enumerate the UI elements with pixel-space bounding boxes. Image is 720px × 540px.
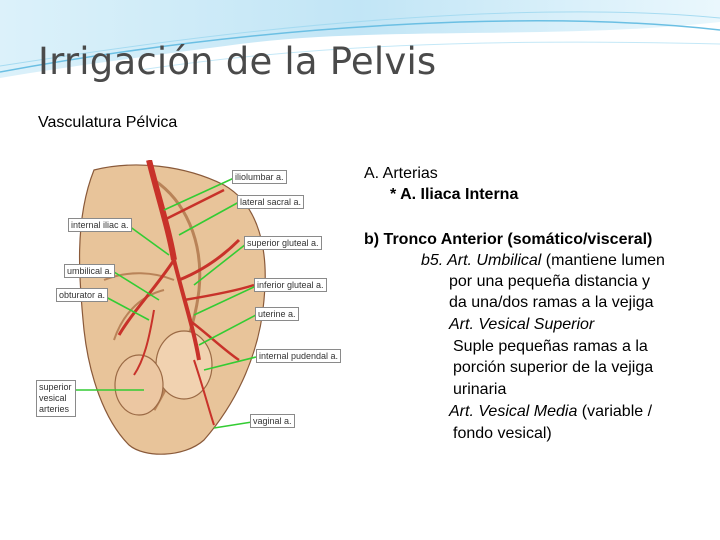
trunk-heading: b) Tronco Anterior (somático/visceral) <box>364 231 653 248</box>
vesical-media-name: Art. Vesical Media <box>449 403 578 420</box>
slide-subtitle: Vasculatura Pélvica <box>38 114 178 131</box>
vesical-media-line <box>449 402 652 422</box>
label-umbilical: umbilical a. <box>64 264 115 278</box>
umbilical-desc-3: da una/dos ramas a la vejiga <box>449 294 654 311</box>
label-lateral-sacral: lateral sacral a. <box>237 195 304 209</box>
slide-title: Irrigación de la Pelvis <box>38 40 437 83</box>
heading-arterias: A. Arterias <box>364 165 438 182</box>
vesical-media-desc-2: fondo vesical) <box>453 425 552 442</box>
label-uterine: uterine a. <box>255 307 299 321</box>
vesical-superior-desc-2: porción superior de la vejiga <box>453 359 654 376</box>
umbilical-name: b5. Art. Umbilical <box>421 252 542 269</box>
heading-iliaca-interna: * A. Iliaca Interna <box>390 186 519 203</box>
umbilical-desc-1: (mantiene lumen <box>545 252 665 269</box>
label-iliolumbar: iliolumbar a. <box>232 170 287 184</box>
label-internal-iliac: internal iliac a. <box>68 218 132 232</box>
label-superior-vesical: superior vesical arteries <box>36 380 76 417</box>
vesical-superior-desc-1: Suple pequeñas ramas a la <box>453 338 648 355</box>
label-obturator: obturator a. <box>56 288 108 302</box>
umbilical-desc-2: por una pequeña distancia y <box>449 273 651 290</box>
vesical-superior-desc-3: urinaria <box>453 381 507 398</box>
label-internal-pudendal: internal pudendal a. <box>256 349 341 363</box>
umbilical-line <box>421 251 665 271</box>
vesical-media-desc-1: (variable / <box>581 403 653 420</box>
label-inferior-gluteal: inferior gluteal a. <box>254 278 327 292</box>
pelvic-arteries-illustration <box>34 160 338 460</box>
label-superior-gluteal: superior gluteal a. <box>244 236 322 250</box>
label-vaginal: vaginal a. <box>250 414 295 428</box>
vesical-superior-name: Art. Vesical Superior <box>449 316 595 333</box>
